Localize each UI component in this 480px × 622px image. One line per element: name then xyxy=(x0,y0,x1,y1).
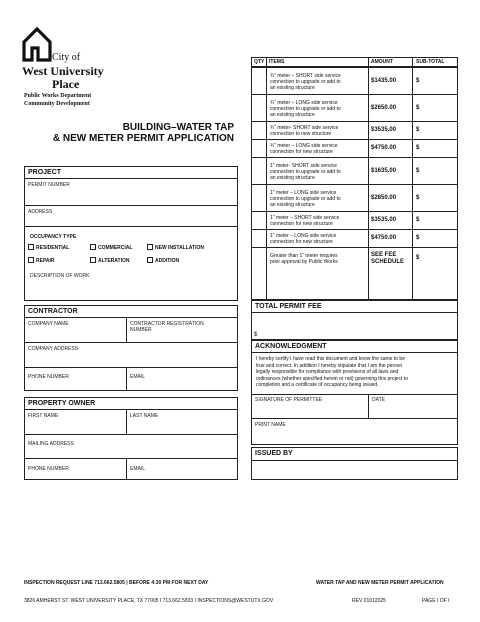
qty-header: QTY xyxy=(254,59,265,65)
fee-amount-value: $2850.00 xyxy=(371,194,397,201)
fee-row xyxy=(251,184,458,211)
fee-row xyxy=(251,67,458,94)
fee-row xyxy=(251,157,458,184)
fee-amount-value: $2650.00 xyxy=(371,104,397,111)
fee-item-line: connection for new structure xyxy=(270,239,333,245)
fee-item-line: 1" meter- SHORT side service xyxy=(270,162,337,169)
fee-amount-value: $3535.00 xyxy=(371,127,397,133)
dept-line2: Community Development xyxy=(24,101,90,107)
date-label: DATE xyxy=(372,397,385,403)
property-owner-section xyxy=(24,397,238,480)
fee-amount-value: $4750.00 xyxy=(371,145,397,151)
fee-amount xyxy=(371,168,396,175)
permit-number-label: PERMIT NUMBER xyxy=(28,182,70,188)
subtotal-header: SUB-TOTAL xyxy=(416,59,445,65)
fee-item-description xyxy=(270,190,366,208)
contractor-heading: CONTRACTOR xyxy=(25,306,237,318)
owner-email-label: EMAIL xyxy=(130,466,146,472)
fee-amount xyxy=(371,252,404,266)
registration-label-line1: CONTRACTOR REGISTRATION xyxy=(130,321,204,327)
company-address-label: COMPANY ADDRESS xyxy=(28,346,79,352)
org-name-line1: West University xyxy=(22,64,104,78)
new-installation-label: NEW INSTALLATION xyxy=(155,245,204,251)
owner-phone-label: PHONE NUMBER xyxy=(28,466,69,472)
occupancy-type-label: OCCUPANCY TYPE xyxy=(30,234,77,240)
acknowledgment-heading: ACKNOWLEDGMENT xyxy=(252,341,457,353)
residential-label: RESIDENTIAL xyxy=(36,245,70,251)
address-label: ADDRESS xyxy=(28,209,53,215)
fee-row xyxy=(251,139,458,157)
fee-row xyxy=(251,121,458,139)
acknowledgment-text xyxy=(256,356,408,389)
new-installation-checkbox[interactable] xyxy=(147,244,153,250)
alteration-checkbox[interactable] xyxy=(90,257,96,263)
fee-item-line: 1" meter – SHORT side service xyxy=(270,215,340,221)
fee-item-description xyxy=(270,163,366,181)
fee-item-description xyxy=(270,253,366,265)
first-name-label: FIRST NAME xyxy=(28,413,59,419)
page-number: PAGE I OF I xyxy=(422,598,450,604)
ack-line: true and correct. In addition I hereby stipulate that I am the person xyxy=(256,362,403,369)
fee-subtotal[interactable]: $ xyxy=(416,145,420,151)
fee-subtotal[interactable]: $ xyxy=(416,255,420,261)
fee-item-line: connection to new structure xyxy=(270,131,332,137)
fee-amount-value: $1435.00 xyxy=(371,77,397,84)
fee-item-line: connection to upgrade or add to xyxy=(270,168,341,175)
company-name-label: COMPANY NAME xyxy=(28,321,69,327)
fee-item-line: ¾" meter – LONG side service xyxy=(270,99,338,106)
commercial-checkbox[interactable] xyxy=(90,244,96,250)
city-logo-icon xyxy=(22,26,52,62)
fee-item-line: prior approval by Public Works xyxy=(270,259,338,265)
residential-checkbox[interactable] xyxy=(28,244,34,250)
fee-item-description xyxy=(270,233,366,245)
fee-item-description xyxy=(270,125,366,137)
repair-label: REPAIR xyxy=(36,258,55,264)
fee-amount xyxy=(371,127,396,134)
fee-subtotal[interactable]: $ xyxy=(416,167,420,174)
fee-item-line: connection to upgrade or add to xyxy=(270,195,341,202)
commercial-label: COMMERCIAL xyxy=(98,245,133,251)
fee-item-line: Greater than 1" meter requires xyxy=(270,253,338,259)
signature-label: SIGNATURE OF PERMITTEE xyxy=(255,397,323,403)
title-line2: & NEW METER PERMIT APPLICATION xyxy=(52,133,234,144)
print-name-label: PRINT NAME xyxy=(255,422,286,428)
fee-item-description xyxy=(270,143,366,155)
fee-amount-value: SEE FEE xyxy=(371,252,397,258)
addition-label: ADDITION xyxy=(155,258,180,264)
fee-item-line: connection for new structure xyxy=(270,221,333,227)
fee-subtotal[interactable]: $ xyxy=(416,217,420,223)
title-line1: BUILDING–WATER TAP xyxy=(122,122,234,133)
fee-amount-value: $4750.00 xyxy=(371,235,397,241)
org-name-line2: Place xyxy=(52,77,80,91)
total-fee-section xyxy=(251,300,458,340)
alteration-label: ALTERATION xyxy=(98,258,130,264)
description-label: DESCRIPTION OF WORK xyxy=(30,273,90,279)
fee-amount xyxy=(371,195,396,202)
fee-item-line: 1" meter – LONG side service xyxy=(270,189,337,196)
fee-amount-value: $1635.00 xyxy=(371,167,397,174)
fee-item-line: an existing structure xyxy=(270,174,315,181)
issued-by-heading: ISSUED BY xyxy=(252,448,457,461)
fee-amount xyxy=(371,105,396,112)
total-fee-dollar: $ xyxy=(254,332,258,338)
fee-item-line: ¾" meter – SHORT side service xyxy=(270,72,341,79)
project-heading: PROJECT xyxy=(25,167,237,179)
contractor-phone-label: PHONE NUMBER xyxy=(28,374,69,380)
org-department xyxy=(24,92,91,108)
issued-by-section xyxy=(251,447,458,480)
fee-item-line: ¾" meter- SHORT side service xyxy=(270,125,339,131)
ack-line: completion and a certificate of occupancy being issued. xyxy=(256,382,379,388)
acknowledgment-section xyxy=(251,340,458,445)
fee-amount xyxy=(371,217,396,224)
fee-item-line: connection to upgrade or add to xyxy=(270,105,341,112)
fee-subtotal[interactable]: $ xyxy=(416,104,420,111)
items-header: ITEMS xyxy=(269,59,285,65)
fee-amount xyxy=(371,235,396,242)
fee-subtotal[interactable]: $ xyxy=(416,127,420,133)
revision: REV 01012025 xyxy=(352,598,386,604)
fee-amount xyxy=(371,78,396,85)
contractor-section xyxy=(24,305,238,391)
fee-item-description xyxy=(270,215,366,227)
last-name-label: LAST NAME xyxy=(130,413,159,419)
registration-label-line2: NUMBER xyxy=(130,327,152,333)
fee-item-line: connection for new structure xyxy=(270,149,333,155)
fee-row xyxy=(251,229,458,247)
fee-item-line: an existing structure xyxy=(270,111,315,118)
fee-amount-value: $3535.00 xyxy=(371,217,397,223)
address-footer: 3826 AMHERST ST. WEST UNIVERSITY PLACE, TX 77005 I 713.662.5833 I INSPECTIONS@WESTUTX.GOV xyxy=(24,598,274,604)
form-name-footer: WATER TAP AND NEW METER PERMIT APPLICATION xyxy=(316,580,444,586)
fee-subtotal[interactable]: $ xyxy=(416,194,420,201)
project-section xyxy=(24,166,238,301)
addition-checkbox[interactable] xyxy=(147,257,153,263)
fee-item-line: connection to upgrade or add to xyxy=(270,78,341,85)
fee-item-line: an existing structure xyxy=(270,84,315,91)
fee-item-description xyxy=(270,73,366,91)
ack-line: ordinances (whether specified herein or not) governing this project to xyxy=(256,375,409,382)
fee-amount-value-line2: SCHEDULE xyxy=(371,259,405,265)
fee-item-line: 1" meter – LONG side service xyxy=(270,233,337,239)
fee-subtotal[interactable]: $ xyxy=(416,235,420,241)
property-owner-heading: PROPERTY OWNER xyxy=(25,398,237,410)
fee-item-line: an existing structure xyxy=(270,201,315,208)
contractor-email-label: EMAIL xyxy=(130,374,146,380)
form-title xyxy=(28,122,234,144)
fee-row xyxy=(251,94,458,121)
mailing-address-label: MAILING ADDRESS xyxy=(28,441,74,447)
fee-row xyxy=(251,247,458,269)
fee-item-description xyxy=(270,100,366,118)
fee-item-line: ¾" meter – LONG side service xyxy=(270,143,338,149)
ack-line: legally responsible for compliance with provisions of all laws and xyxy=(256,369,399,375)
repair-checkbox[interactable] xyxy=(28,257,34,263)
dept-line1: Public Works Department xyxy=(24,93,92,99)
org-city: City of xyxy=(52,52,81,63)
fee-subtotal[interactable]: $ xyxy=(416,77,420,84)
amount-header: AMOUNT xyxy=(371,59,393,65)
fee-row xyxy=(251,211,458,229)
inspection-line: INSPECTION REQUEST LINE 713.662.5805 | BEFORE 4:30 PM FOR NEXT DAY xyxy=(24,580,209,586)
fee-amount xyxy=(371,145,396,152)
fee-table xyxy=(251,57,458,300)
total-fee-heading: TOTAL PERMIT FEE xyxy=(252,301,457,313)
ack-line: I hereby certify I have read this document and know the same to be xyxy=(256,356,405,362)
